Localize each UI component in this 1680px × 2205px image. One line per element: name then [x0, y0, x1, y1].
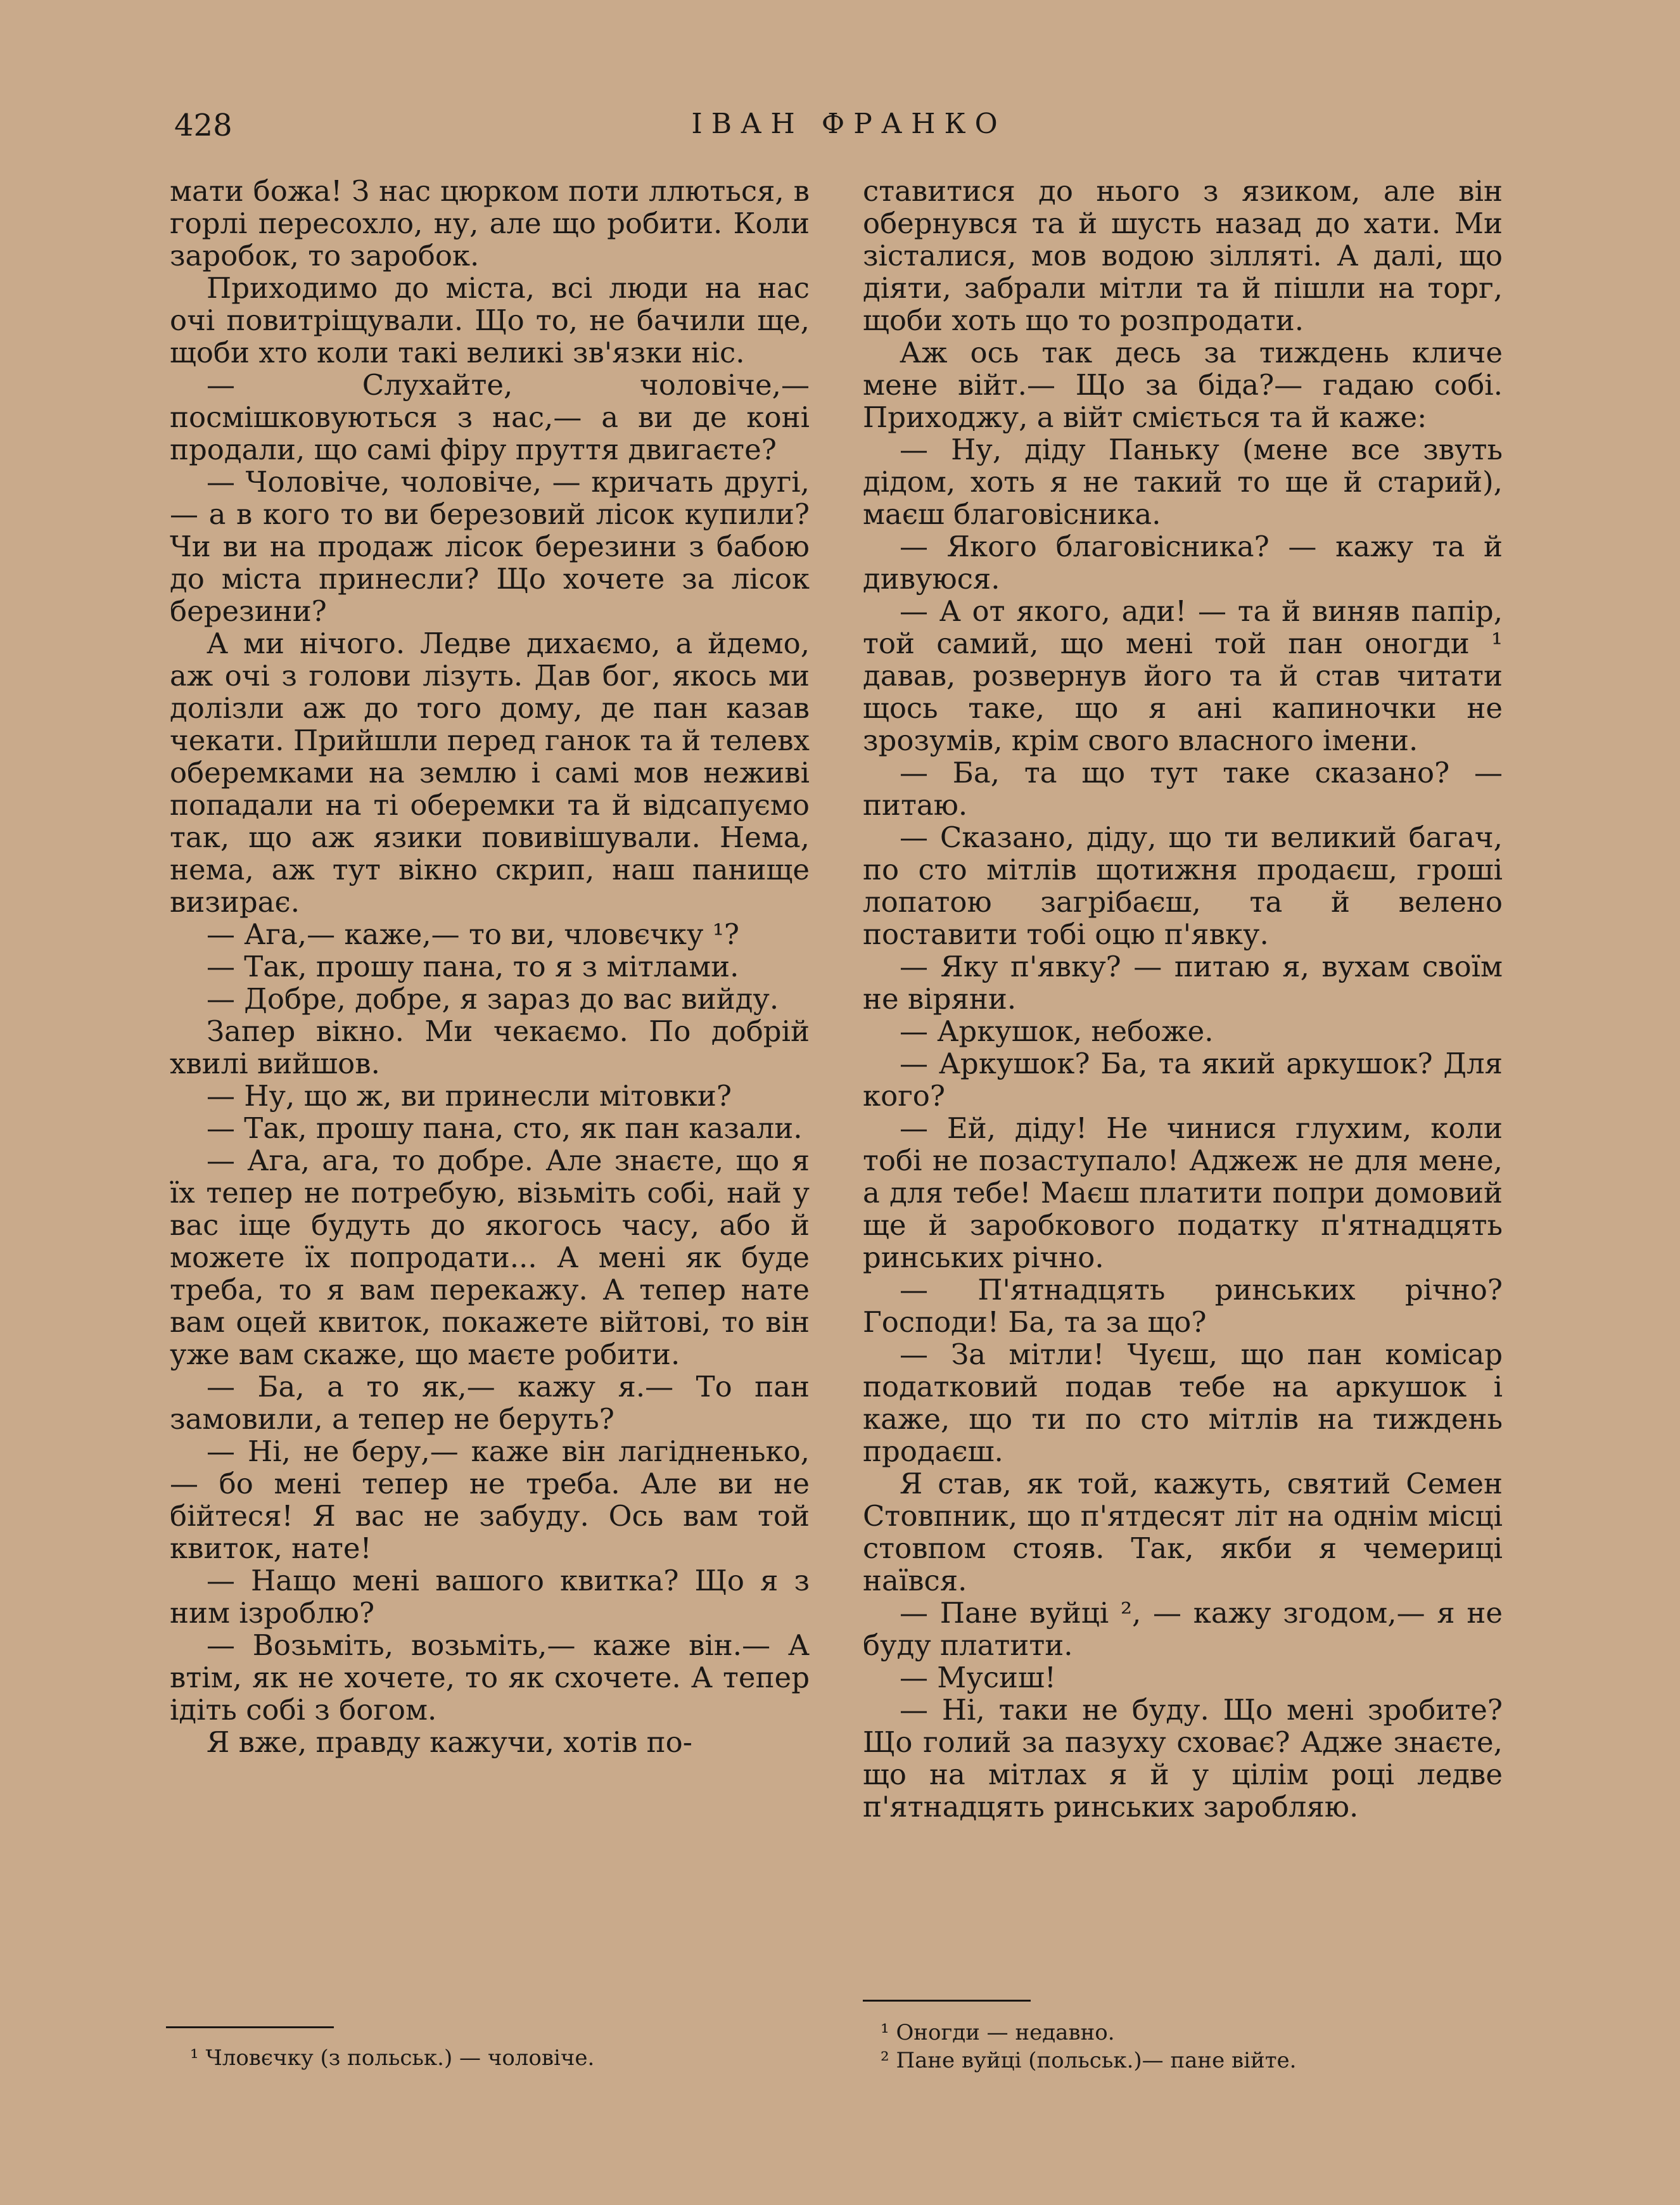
footnote-rule-right: [863, 2000, 1031, 2002]
paragraph: — Нащо мені вашого квитка? Що я з ним ізроблю?: [170, 1564, 810, 1630]
paragraph: — Добре, добре, я зараз до вас вийду.: [207, 982, 779, 1016]
paragraph: — Пане вуйці ², — кажу згодом,— я не буду платити.: [863, 1596, 1503, 1662]
footnote-right-2: ² Пане вуйці (польськ.)— пане війте.: [881, 2048, 1297, 2073]
paragraph: Я вже, правду кажучи, хотів по-: [207, 1725, 692, 1759]
left-column: [170, 175, 810, 1758]
paragraph: — Ага, ага, то добре. Але знаєте, що я їх тепер не потребую, візьміть собі, най у вас іще будуть до якогось часу, або й можете їх попродати... А мені як буде треба, то я вам перекажу. А тепер нате вам оцей квиток, покажете війтові, то він уже вам скаже, що маєте робити.: [170, 1144, 810, 1371]
paragraph: Приходимо до міста, всі люди на нас очі повитріщували. Що то, не бачили ще, щоби хто коли такі великі зв'язки ніс.: [170, 271, 810, 369]
paragraph: — Так, прошу пана, сто, як пан казали.: [207, 1111, 803, 1145]
footnote-right-1: ¹ Оногди — недавно.: [881, 2020, 1115, 2045]
paragraph: — Ну, що ж, ви принесли мітовки?: [207, 1079, 732, 1113]
paragraph: — П'ятнадцять ринських річно? Господи! Ба, та за що?: [863, 1273, 1503, 1339]
paragraph: — Так, прошу пана, то я з мітлами.: [207, 950, 739, 983]
paragraph: — Ей, діду! Не чинися глухим, коли тобі не позаступало! Аджеж не для мене, а для тебе! Маєш платити попри домовий ще й заробкового податку п'ятнадцять ринських річно.: [863, 1111, 1503, 1274]
footnote-rule-left: [166, 2026, 334, 2028]
paragraph: Я став, як той, кажуть, святий Семен Стовпник, що п'ятдесят літ на однім місці стовпом стояв. Так, якби я чемериці наївся.: [863, 1467, 1503, 1597]
paragraph: ставитися до нього з язиком, але він обернувся та й шусть назад до хати. Ми зісталися, мов водою зілляті. А далі, що діяти, забрали мітли та й пішли на торг, щоби хоть що то розпродати.: [863, 174, 1503, 337]
right-column: [863, 175, 1503, 1823]
paragraph: — Ба, а то як,— кажу я.— То пан замовили, а тепер не беруть?: [170, 1370, 810, 1436]
paragraph: — Ба, та що тут таке сказано? — питаю.: [863, 756, 1503, 822]
paragraph: — Ага,— каже,— то ви, чловєчку ¹?: [207, 917, 740, 951]
paragraph: — Яку п'явку? — питаю я, вухам своїм не віряни.: [863, 950, 1503, 1016]
paragraph: — Сказано, діду, що ти великий багач, по сто мітлів щотижня продаєш, гроші лопатою загрібаєш, та й велено поставити тобі оцю п'явку.: [863, 821, 1503, 951]
paragraph: мати божа! З нас цюрком поти ллються, в горлі пересохло, ну, але що робити. Коли заробок, то заробок.: [170, 174, 810, 272]
paragraph: — Чоловіче, чоловіче, — кричать другі,— а в кого то ви березовий лісок купили? Чи ви на продаж лісок березини з бабою до міста принесли? Що хочете за лісок березини?: [170, 465, 810, 628]
paragraph: — Аркушок, небоже.: [900, 1014, 1214, 1048]
paragraph: — Аркушок? Ба, та який аркушок? Для кого?: [863, 1047, 1503, 1113]
footnote-left: ¹ Чловєчку (з польськ.) — чоловіче.: [190, 2045, 595, 2071]
page-number: 428: [174, 108, 232, 143]
paragraph: — Мусиш!: [900, 1661, 1056, 1694]
paragraph: — Ну, діду Паньку (мене все звуть дідом, хоть я не такий то ще й старий), маєш благовісника.: [863, 433, 1503, 531]
paragraph: — Слухайте, чоловіче,— посмішковуються з нас,— а ви де коні продали, що самі фіру пруття двигаєте?: [170, 368, 810, 466]
paragraph: А ми нічого. Ледве дихаємо, а йдемо, аж очі з голови лізуть. Дав бог, якось ми долізли аж до того дому, де пан казав чекати. Прийшли перед ганок та й телевх оберемками на землю і самі мов неживі попадали на ті оберемки та й відсапуємо так, що аж язики повивішували. Нема, нема, аж тут вікно скрип, наш панище визирає.: [170, 627, 810, 919]
running-head: ІВАН ФРАНКО: [691, 108, 1007, 140]
paragraph: — Возьміть, возьміть,— каже він.— А втім, як не хочете, то як схочете. А тепер ідіть собі з богом.: [170, 1628, 810, 1727]
paragraph: Аж ось так десь за тиждень кличе мене війт.— Що за біда?— гадаю собі. Приходжу, а війт сміється та й каже:: [863, 336, 1503, 434]
paragraph: — Якого благовісника? — кажу та й дивуюся.: [863, 530, 1503, 596]
paragraph: — Ні, не беру,— каже він лагідненько,— бо мені тепер не треба. Але ви не бійтеся! Я вас не забуду. Ось вам той квиток, нате!: [170, 1435, 810, 1565]
page-header: [174, 108, 1524, 146]
paragraph: Запер вікно. Ми чекаємо. По добрій хвилі вийшов.: [170, 1014, 810, 1080]
paragraph: — Ні, таки не буду. Що мені зробите? Що голий за пазуху сховає? Адже знаєте, що на мітлах я й у цілім році ледве п'ятнадцять ринських заробляю.: [863, 1693, 1503, 1824]
paragraph: — А от якого, ади! — та й виняв папір, той самий, що мені той пан оногди ¹ давав, розвернув його та й став читати щось таке, що я ані капиночки не зрозумів, крім свого власного імени.: [863, 594, 1503, 757]
paragraph: — За мітли! Чуєш, що пан комісар податковий подав тебе на аркушок і каже, що ти по сто мітлів на тиждень продаєш.: [863, 1338, 1503, 1468]
